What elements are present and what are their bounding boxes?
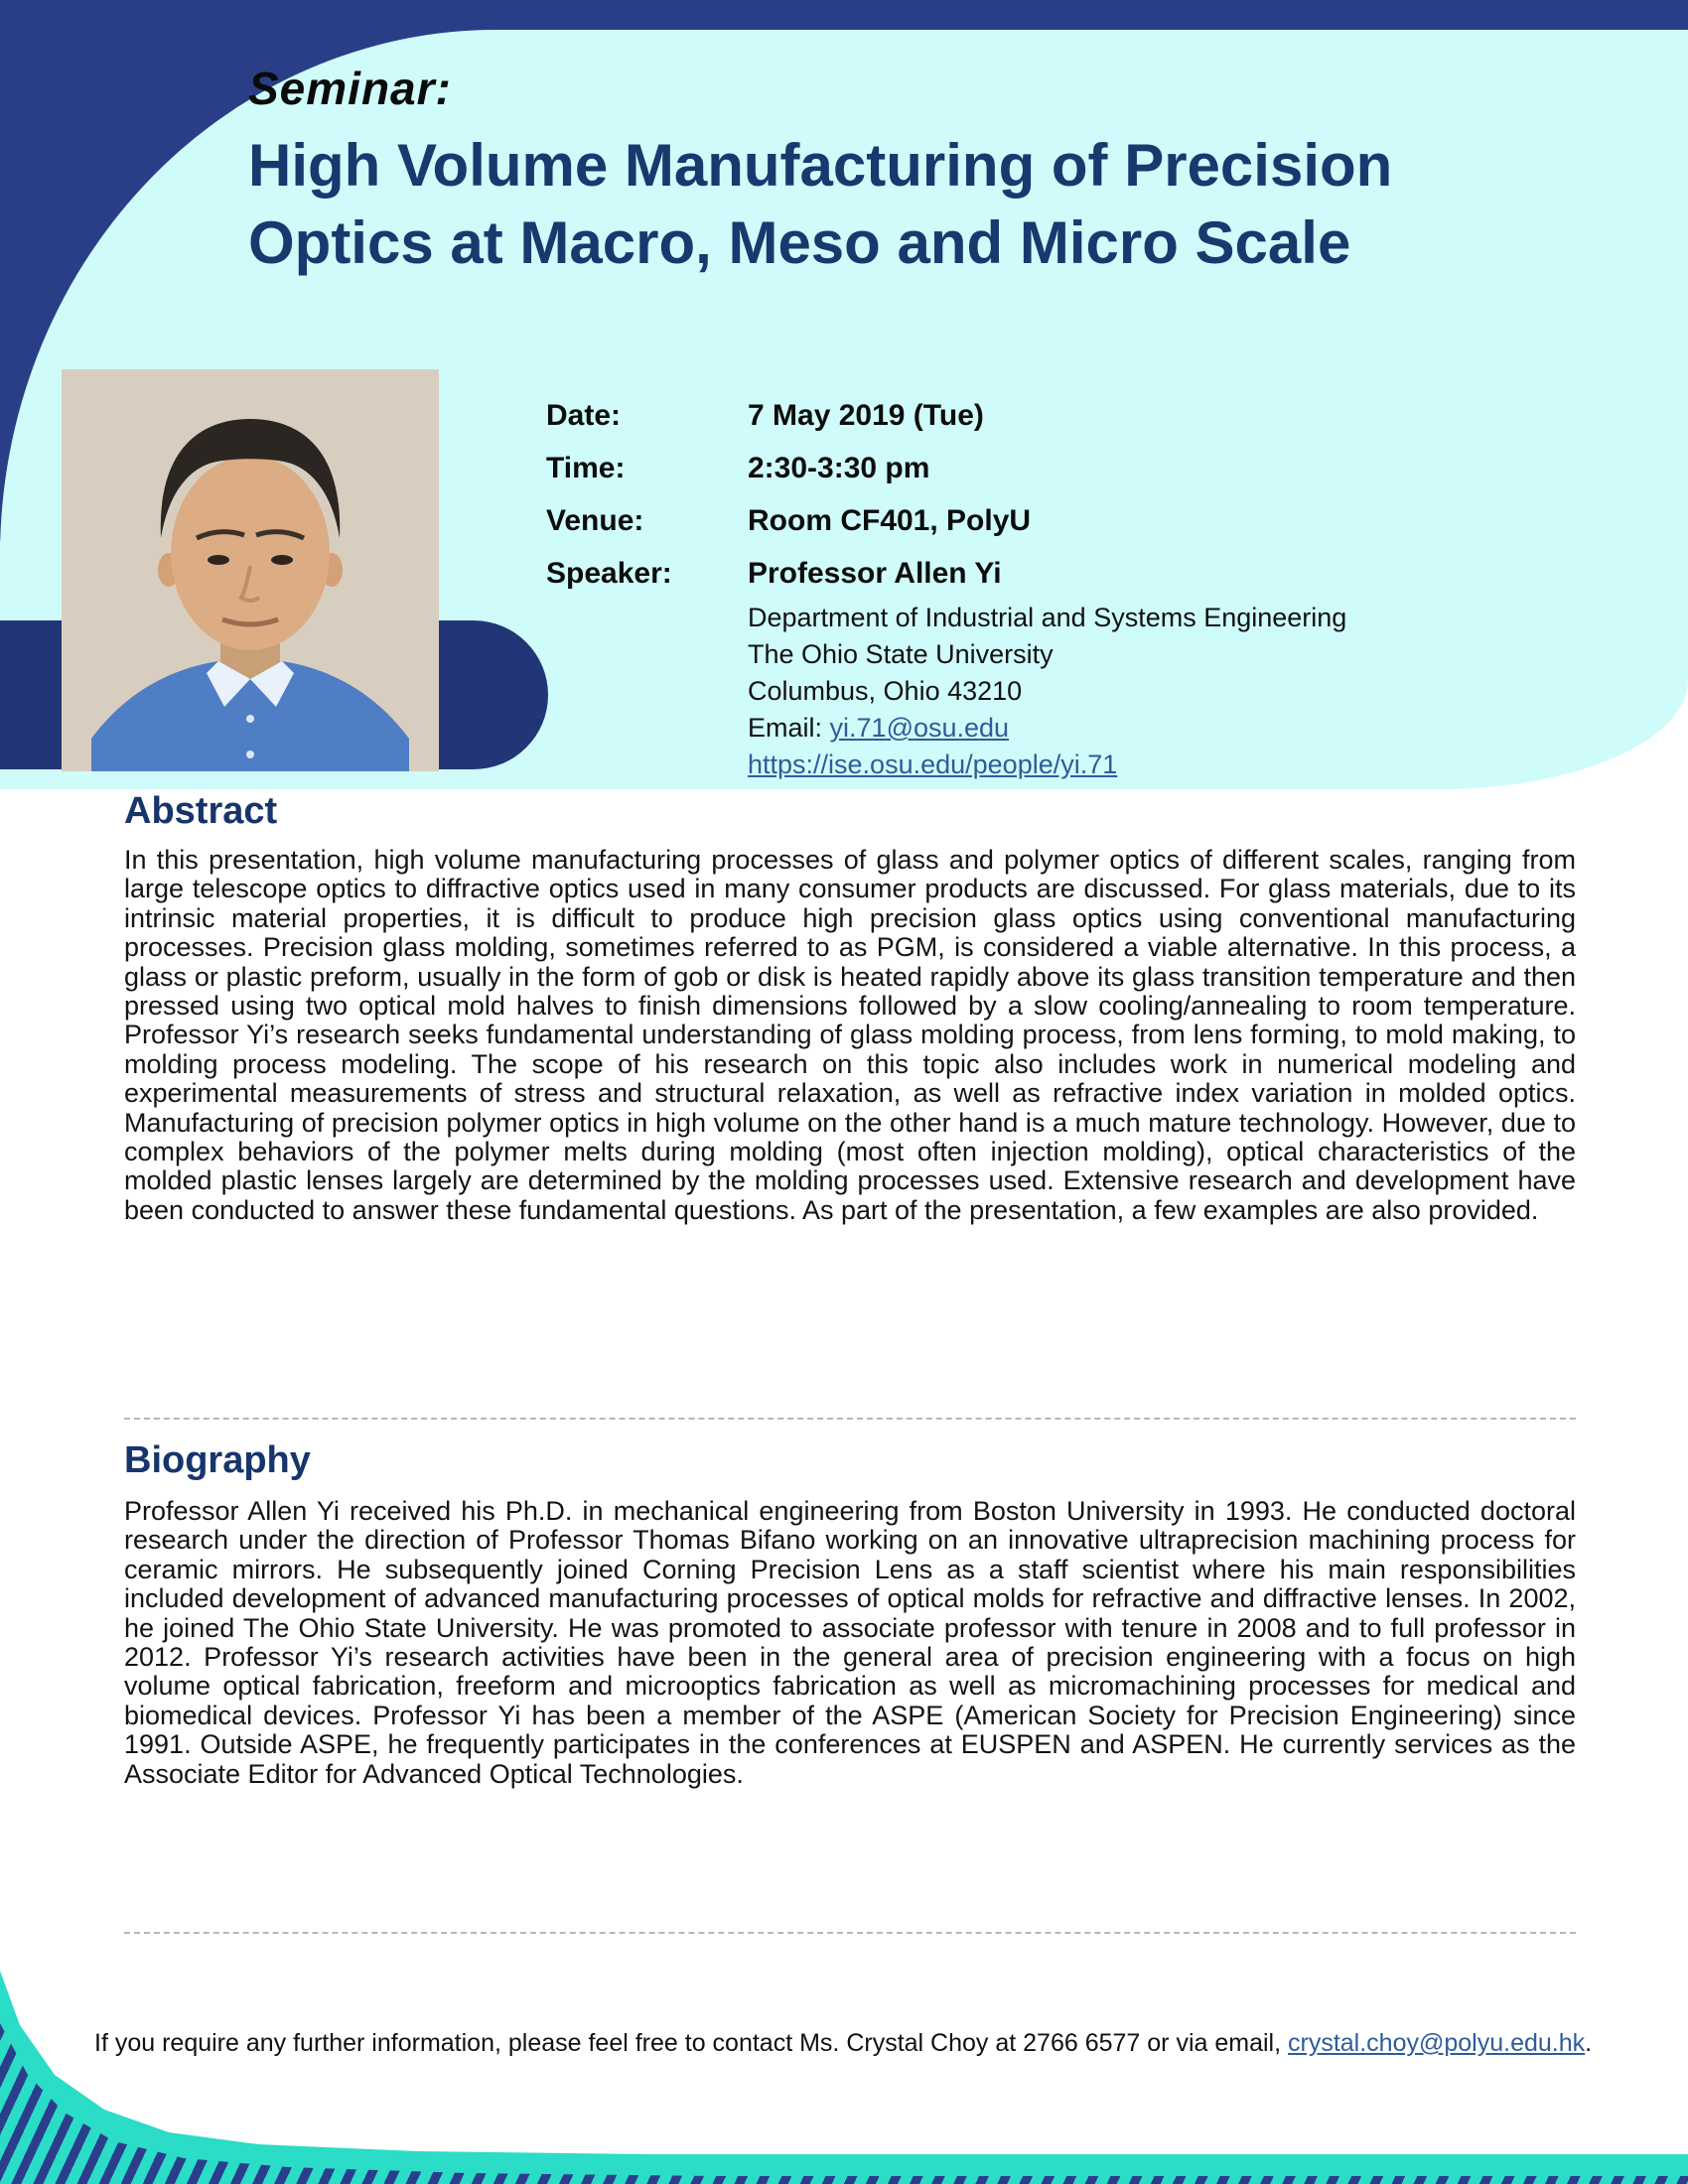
seminar-title-line2: Optics at Macro, Meso and Micro Scale <box>248 209 1351 276</box>
affiliation-university: The Ohio State University <box>748 639 1054 669</box>
section-divider <box>124 1418 1576 1420</box>
venue-value: Room CF401, PolyU <box>748 504 1032 537</box>
speaker-label: Speaker: <box>546 557 672 590</box>
speaker-value: Professor Allen Yi <box>748 557 1002 590</box>
time-label: Time: <box>546 452 626 484</box>
email-label: Email: <box>748 713 830 743</box>
event-details <box>546 399 1031 610</box>
speaker-affiliation <box>748 600 1346 783</box>
section-divider-bottom <box>124 1932 1576 1934</box>
venue-label: Venue: <box>546 504 644 537</box>
date-value: 7 May 2019 (Tue) <box>748 399 984 432</box>
footer-text-before: If you require any further information, please feel free to contact Ms. Crystal Choy at 2766 6577 or via email, <box>94 2029 1288 2057</box>
date-label: Date: <box>546 399 622 432</box>
detail-row-date <box>546 399 1031 452</box>
affiliation-department: Department of Industrial and Systems Engineering <box>748 603 1347 632</box>
seminar-title-line1: High Volume Manufacturing of Precision <box>248 132 1393 199</box>
detail-row-venue <box>546 504 1031 557</box>
speaker-profile-line <box>748 747 1346 783</box>
footer-email-link[interactable]: crystal.choy@polyu.edu.hk <box>1288 2029 1586 2057</box>
footer-text-after: . <box>1585 2029 1593 2057</box>
seminar-kicker: Seminar: <box>248 63 452 114</box>
speaker-email-line <box>748 710 1346 747</box>
biography-heading: Biography <box>124 1439 311 1481</box>
abstract-paragraph: In this presentation, high volume manufacturing processes of glass and polymer optics of different scales, ranging from large telescope optics to diffractive optics used in many consumer products are discussed. For glass materials, due to its intrinsic material properties, it is difficult to produce high precision glass optics using conventional manufacturing processes. Precision glass molding, sometimes referred to as PGM, is considered a viable alternative. In this process, a glass or plastic preform, usually in the form of gob or disk is heated rapidly above its glass transition temperature and then pressed using two optical mold halves to finish dimensions followed by a slow cooling/annealing to room temperature. Professor Yi’s research seeks fundamental understanding of glass molding process, from lens forming, to mold making, to molding process modeling. The scope of his research on this topic also includes work in numerical modeling and experimental measurements of stress and structural relaxation, as well as refractive index variation in molded optics. Manufacturing of precision polymer optics in high volume on the other hand is a much mature technology. However, due to complex behaviors of the polymer melts during molding (most often injection molding), optical characteristics of the molded plastic lenses largely are determined by the molding processes used. Extensive research and development have been conducted to answer these fundamental questions. As part of the presentation, a few examples are also provided. <box>124 845 1576 1225</box>
seminar-title <box>248 127 1392 282</box>
contact-footer <box>94 2029 1643 2058</box>
biography-paragraph: Professor Allen Yi received his Ph.D. in mechanical engineering from Boston University in 1993. He conducted doctoral research under the direction of Professor Thomas Bifano working on an innovative ultraprecision machining process for ceramic mirrors. He subsequently joined Corning Precision Lens as a staff scientist where his main responsibilities included development of advanced manufacturing processes of optical molds for refractive and diffractive lenses. In 2002, he joined The Ohio State University. He was promoted to associate professor with tenure in 2008 and to full professor in 2012. Professor Yi’s research activities have been in the general area of precision engineering with a focus on high volume optical fabrication, freeform and microoptics fabrication as well as micromachining processes for medical and biomedical devices. Professor Yi has been a member of the ASPE (American Society for Precision Engineering) since 1991. Outside ASPE, he frequently participates in the conferences at EUSPEN and ASPEN. He currently services as the Associate Editor for Advanced Optical Technologies. <box>124 1496 1576 1789</box>
speaker-portrait-graphic <box>62 369 439 771</box>
time-value: 2:30-3:30 pm <box>748 452 930 484</box>
affiliation-city: Columbus, Ohio 43210 <box>748 676 1023 706</box>
speaker-photo <box>62 369 439 771</box>
detail-row-time <box>546 452 1031 504</box>
speaker-profile-link[interactable]: https://ise.osu.edu/people/yi.71 <box>748 750 1118 779</box>
abstract-heading: Abstract <box>124 790 278 832</box>
speaker-email-link[interactable]: yi.71@osu.edu <box>829 713 1010 743</box>
